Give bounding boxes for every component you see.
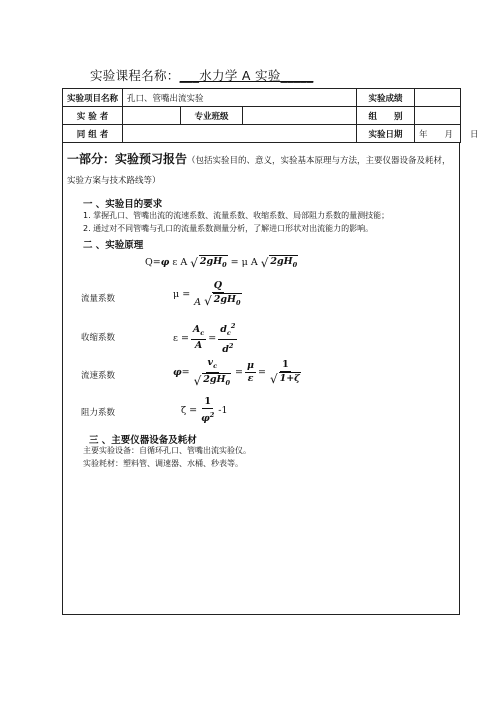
partner-value[interactable] xyxy=(123,125,357,143)
section2-heading: 二 、实验原理 xyxy=(83,240,144,251)
label-resistance-coefficient: 阻力系数 xyxy=(81,408,116,418)
score-label: 实验成绩 xyxy=(357,89,415,107)
course-value: ___水力学 A 实验_____ xyxy=(179,68,314,83)
group-label: 组 别 xyxy=(357,107,415,125)
part1-title-block xyxy=(67,149,455,191)
header-table xyxy=(62,88,479,143)
formula-flow-coefficient: μ = Q A √ $2gH_0$ xyxy=(173,280,241,308)
part1-title: 一部分：实验预习报告 xyxy=(67,152,188,166)
experimenter-value[interactable] xyxy=(123,107,181,125)
label-velocity-coefficient: 流速系数 xyxy=(81,371,116,381)
sqrt-icon: √ $2gH_0$ xyxy=(190,255,227,270)
header-row-project xyxy=(63,89,461,107)
partner-label: 同 组 者 xyxy=(63,125,123,143)
section1-item2: 2. 通过对不同管嘴与孔口的流量系数测量分析，了解进口形状对出流能力的影响。 xyxy=(83,224,374,233)
formula-velocity-coefficient: φ = $v_c$ √ $2gH_0$ = $\frac{\mu}{\varepsilon}$ = 1 √ 1+ζ xyxy=(173,357,300,388)
section3-heading: 三 、主要仪器设备及耗材 xyxy=(89,435,197,446)
major-label: 专业班级 xyxy=(181,107,243,125)
section1-item1: 1. 掌握孔口、管嘴出流的流速系数、流量系数、收缩系数、局部阻力系数的量测技能； xyxy=(83,211,390,220)
header-row-partner xyxy=(63,125,461,143)
formula-flow: Q= φ ε A √ $2gH_0$ = μ A √ $2gH_0$ xyxy=(145,255,298,270)
date-value[interactable]: 年 月 日 xyxy=(415,125,461,143)
project-label: 实验项目名称 xyxy=(63,89,123,107)
report-box xyxy=(62,143,460,615)
part1-note: （包括实验目的、意义，实验基本原理与方法，主要仪器设备及耗材，实验方案与技术路线等） xyxy=(67,156,451,186)
formula-resistance-coefficient: ζ = $\frac{1}{\varphi^2}$ -1 xyxy=(181,396,228,425)
project-value[interactable]: 孔口、管嘴出流实验 xyxy=(123,89,357,107)
course-label: 实验课程名称： xyxy=(90,68,180,83)
formula-contraction-coefficient: ε = $\frac{A_c}{A}$ = $\frac{d_c^2}{d^2}$ xyxy=(173,322,236,356)
date-label: 实验日期 xyxy=(357,125,415,143)
experimenter-label: 实 验 者 xyxy=(63,107,123,125)
major-value[interactable] xyxy=(243,107,357,125)
score-value[interactable] xyxy=(415,89,461,107)
label-contraction-coefficient: 收缩系数 xyxy=(81,333,116,343)
group-value[interactable] xyxy=(415,107,461,125)
sqrt-icon: √ $2gH_0$ xyxy=(260,255,298,270)
section3-line2: 实验耗材：塑料管、调速器、水桶、秒表等。 xyxy=(83,459,243,468)
section1-heading: 一 、实验目的要求 xyxy=(83,199,163,210)
course-name-line xyxy=(90,66,313,84)
header-row-experimenter xyxy=(63,107,461,125)
label-flow-coefficient: 流量系数 xyxy=(81,294,116,304)
section3-line1: 主要实验设备：自循环孔口、管嘴出流实验仪。 xyxy=(83,446,251,455)
